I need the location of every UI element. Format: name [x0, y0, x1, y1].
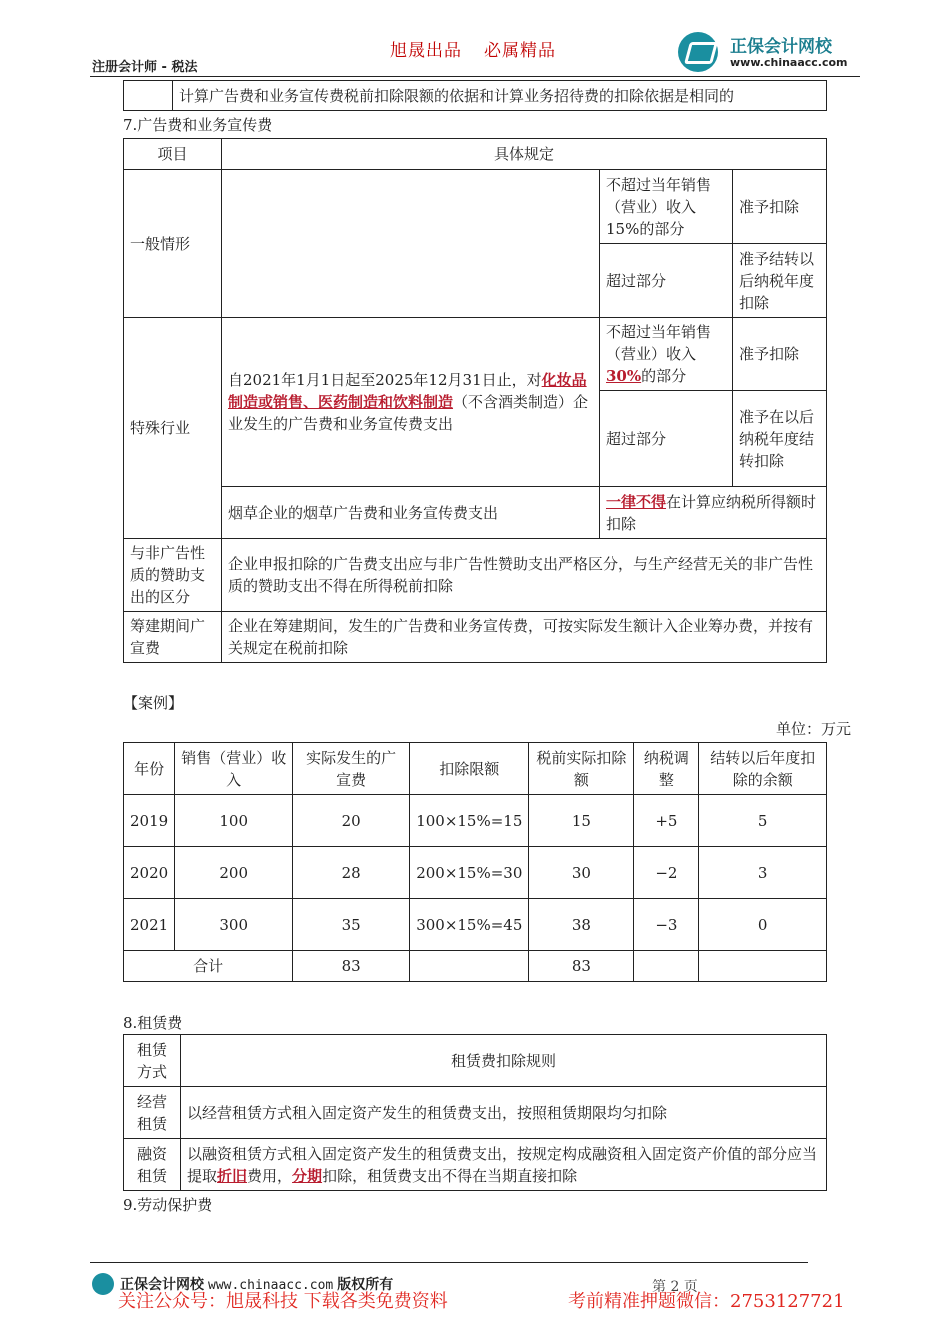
case-total-deduct: 83: [529, 951, 634, 982]
special-label: 特殊行业: [124, 318, 222, 539]
case-carry: 5: [699, 795, 827, 847]
special-desc-suffix: （不含酒类制造）企业发生的广告费和业务宣传费支出: [228, 393, 589, 433]
operating-text: 以经营租赁方式租入固定资产发生的租赁费支出，按照租赁期限均匀扣除: [181, 1087, 827, 1139]
ad-expense-table: [123, 138, 827, 663]
finance-highlight-depreciation: 折旧: [217, 1166, 248, 1185]
special-part1-suffix: 的部分: [641, 367, 687, 385]
footer-brand: 正保会计网校: [120, 1277, 204, 1293]
case-limit: 100×15%=15: [410, 795, 529, 847]
case-revenue: 100: [175, 795, 293, 847]
special-part1-prefix: 不超过当年销售（营业）收入: [606, 323, 712, 363]
finance-suffix: 扣除，租赁费支出不得在当期直接扣除: [322, 1166, 578, 1185]
case-row: [124, 847, 827, 899]
case-deduct: 30: [529, 847, 634, 899]
general-part1: 不超过当年销售（营业）收入15%的部分: [600, 170, 733, 244]
page-number: 第 2 页: [652, 1279, 698, 1295]
header-divider: [90, 76, 860, 77]
case-adjust: −2: [634, 847, 699, 899]
special-part2-result: 准予在以后纳税年度结转扣除: [733, 391, 827, 487]
section9-title: 9.劳动保护费: [123, 1196, 213, 1214]
general-part2: 超过部分: [600, 244, 733, 318]
logo-icon: [678, 32, 718, 72]
logo-brand: 正保会计网校: [730, 37, 832, 57]
continued-table: [123, 80, 827, 111]
case-total-actual: 83: [293, 951, 410, 982]
footer-divider: [90, 1262, 808, 1263]
case-total-label: 合计: [124, 951, 293, 982]
case-total-limit: [410, 951, 529, 982]
continued-cell-blank: [124, 81, 173, 111]
case-adjust: +5: [634, 795, 699, 847]
section7-title: 7.广告费和业务宣传费: [123, 116, 273, 134]
case-header-carry: 结转以后年度扣除的余额: [699, 743, 827, 795]
case-header-adjust: 纳税调整: [634, 743, 699, 795]
operating-label: 经营租赁: [124, 1087, 181, 1139]
footer-url: www.chinaacc.com: [208, 1278, 334, 1293]
special-part1-highlight: 30%: [606, 367, 642, 385]
case-deduct: 15: [529, 795, 634, 847]
lease-col-rule: 租赁费扣除规则: [181, 1035, 827, 1087]
footer-rights: 版权所有: [337, 1277, 394, 1293]
case-adjust: −3: [634, 899, 699, 951]
prep-text: 企业在筹建期间，发生的广告费和业务宣传费，可按实际发生额计入企业筹办费，并按有关规定在税前扣除: [222, 612, 827, 663]
finance-label: 融资租赁: [124, 1139, 181, 1191]
case-row: [124, 795, 827, 847]
lease-table: [123, 1034, 827, 1191]
tobacco-highlight: 一律不得: [606, 492, 667, 511]
col-rule-header: 具体规定: [222, 139, 827, 170]
finance-mid: 费用，: [247, 1166, 293, 1185]
case-table: [123, 742, 827, 982]
case-limit: 200×15%=30: [410, 847, 529, 899]
case-limit: 300×15%=45: [410, 899, 529, 951]
case-year: 2020: [124, 847, 175, 899]
header-slogan: [390, 36, 578, 61]
case-header-revenue: 销售（营业）收入: [175, 743, 293, 795]
tobacco-suffix: 在计算应纳税所得额时扣除: [606, 492, 817, 533]
tobacco-desc: 烟草企业的烟草广告费和业务宣传费支出: [222, 487, 600, 539]
general-label: 一般情形: [124, 170, 222, 318]
prep-label: 筹建期间广宣费: [124, 612, 222, 663]
case-carry: 3: [699, 847, 827, 899]
continued-text: 计算广告费和业务宣传费税前扣除限额的依据和计算业务招待费的扣除依据是相同的: [173, 81, 827, 111]
special-part2: 超过部分: [600, 391, 733, 487]
case-total-carry: [699, 951, 827, 982]
special-part1: [600, 318, 733, 391]
finance-highlight-installment: 分期: [292, 1166, 323, 1185]
watermark-right: 考前精准押题微信：2753127721: [568, 1291, 845, 1312]
logo-url: www.chinaacc.com: [730, 56, 848, 69]
case-revenue: 200: [175, 847, 293, 899]
case-actual: 35: [293, 899, 410, 951]
case-year: 2019: [124, 795, 175, 847]
case-unit: 单位：万元: [776, 720, 852, 738]
case-title: 【案例】: [123, 694, 184, 712]
general-part2-result: 准予结转以后纳税年度扣除: [733, 244, 827, 318]
brand-logo: [678, 30, 868, 76]
col-item-header: 项目: [124, 139, 222, 170]
slogan-1: 旭晟出品: [390, 41, 462, 61]
case-actual: 28: [293, 847, 410, 899]
case-revenue: 300: [175, 899, 293, 951]
section8-title: 8.租赁费: [123, 1014, 183, 1032]
special-desc-prefix: 自2021年1月1日起至2025年12月31日止，对: [228, 371, 542, 389]
special-desc-highlight: 化妆品制造或销售、医药制造和饮料制造: [228, 371, 587, 411]
case-year: 2021: [124, 899, 175, 951]
general-blank: [222, 170, 600, 318]
case-header-year: 年份: [124, 743, 175, 795]
sponsor-text: 企业申报扣除的广告费支出应与非广告性赞助支出严格区分，与生产经营无关的非广告性质的赞助支出不得在所得税前扣除: [222, 539, 827, 612]
case-total-row: [124, 951, 827, 982]
watermark-left: 关注公众号：旭晟科技 下载各类免费资料: [118, 1291, 448, 1312]
case-row: [124, 899, 827, 951]
case-header-actual: 实际发生的广宣费: [293, 743, 410, 795]
general-part1-result: 准予扣除: [733, 170, 827, 244]
lease-col-method: 租赁方式: [124, 1035, 181, 1087]
case-carry: 0: [699, 899, 827, 951]
case-total-adjust: [634, 951, 699, 982]
case-header-limit: 扣除限额: [410, 743, 529, 795]
sponsor-label: 与非广告性质的赞助支出的区分: [124, 539, 222, 612]
finance-text: [181, 1139, 827, 1191]
case-deduct: 38: [529, 899, 634, 951]
doc-subject: 注册会计师 - 税法: [92, 60, 198, 75]
footer-logo-icon: [92, 1273, 114, 1295]
case-actual: 20: [293, 795, 410, 847]
tobacco-rule: [600, 487, 827, 539]
slogan-2: 必属精品: [484, 41, 556, 61]
special-part1-result: 准予扣除: [733, 318, 827, 391]
case-header-deduct: 税前实际扣除额: [529, 743, 634, 795]
special-desc: [222, 318, 600, 487]
finance-prefix: 以融资租赁方式租入固定资产发生的租赁费支出，按规定构成融资租入固定资产价值的部分应当提取: [187, 1144, 818, 1185]
